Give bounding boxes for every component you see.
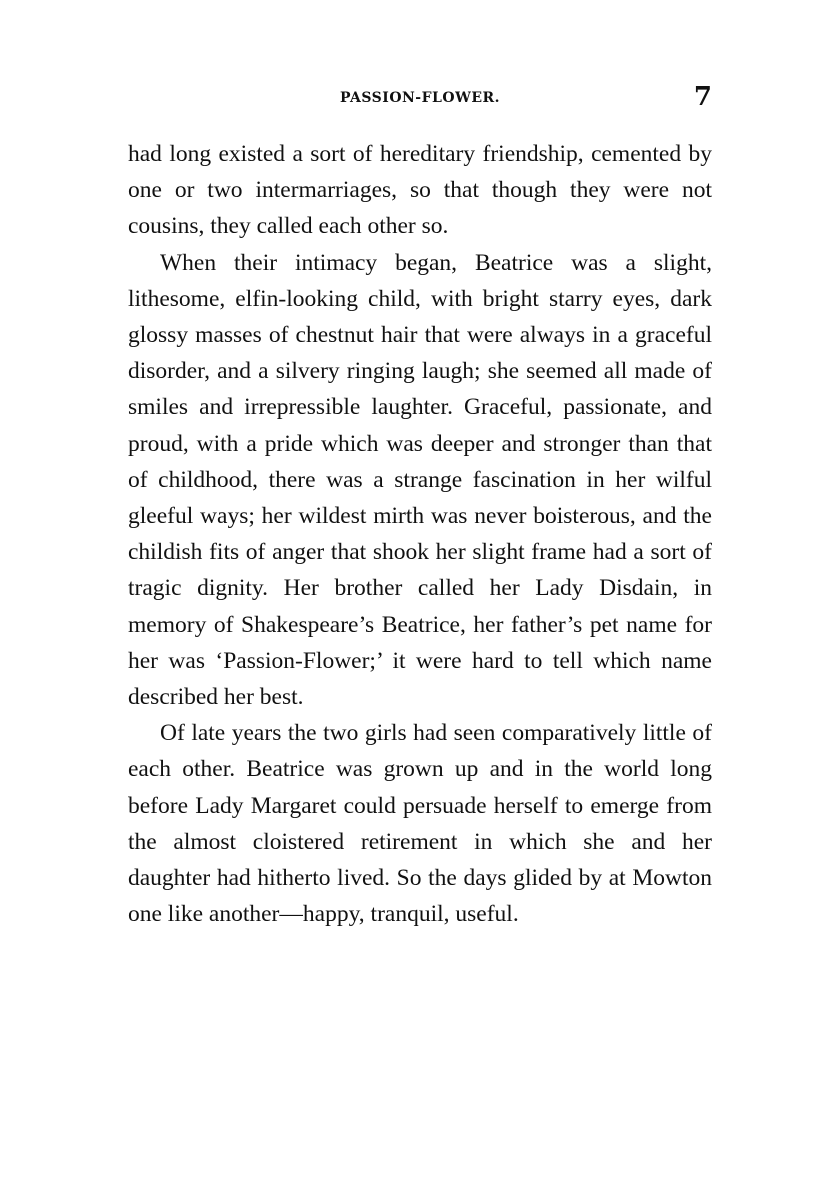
running-title: PASSION-FLOWER. [339, 90, 501, 106]
running-header [128, 82, 712, 112]
paragraph: Of late years the two girls had seen comparatively little of each other. Beatrice was grown up and in the world long before Lady Margaret could persuade herself to emerge from the almost cloistered retirement in which she and her daughter had hitherto lived. So the days glided by at Mowton one like another—happy, tranquil, useful. [128, 720, 712, 928]
paragraph-continued: had long existed a sort of hereditary friendship, cemented by one or two intermarriages, so that though they were not cousins, they called each other so. [128, 141, 712, 240]
body-text [128, 136, 712, 932]
page-number: 7 [693, 82, 712, 112]
paragraph: When their intimacy began, Beatrice was a slight, lithesome, elfin-looking child, with bright starry eyes, dark glossy masses of chestnut hair that were always in a graceful disorder, and a silvery ringing laugh; she seemed all made of smiles and irrepressible laughter. Graceful, passionate, and proud, with a pride which was deeper and stronger than that of childhood, there was a strange fascination in her wilful gleeful ways; her wildest mirth was never boisterous, and the childish fits of anger that shook her slight frame had a sort of tragic dignity. Her brother called her Lady Disdain, in memory of Shakespeare’s Beatrice, her father’s pet name for her was ‘Passion-Flower;’ it were hard to tell which name described her best. [128, 249, 712, 711]
